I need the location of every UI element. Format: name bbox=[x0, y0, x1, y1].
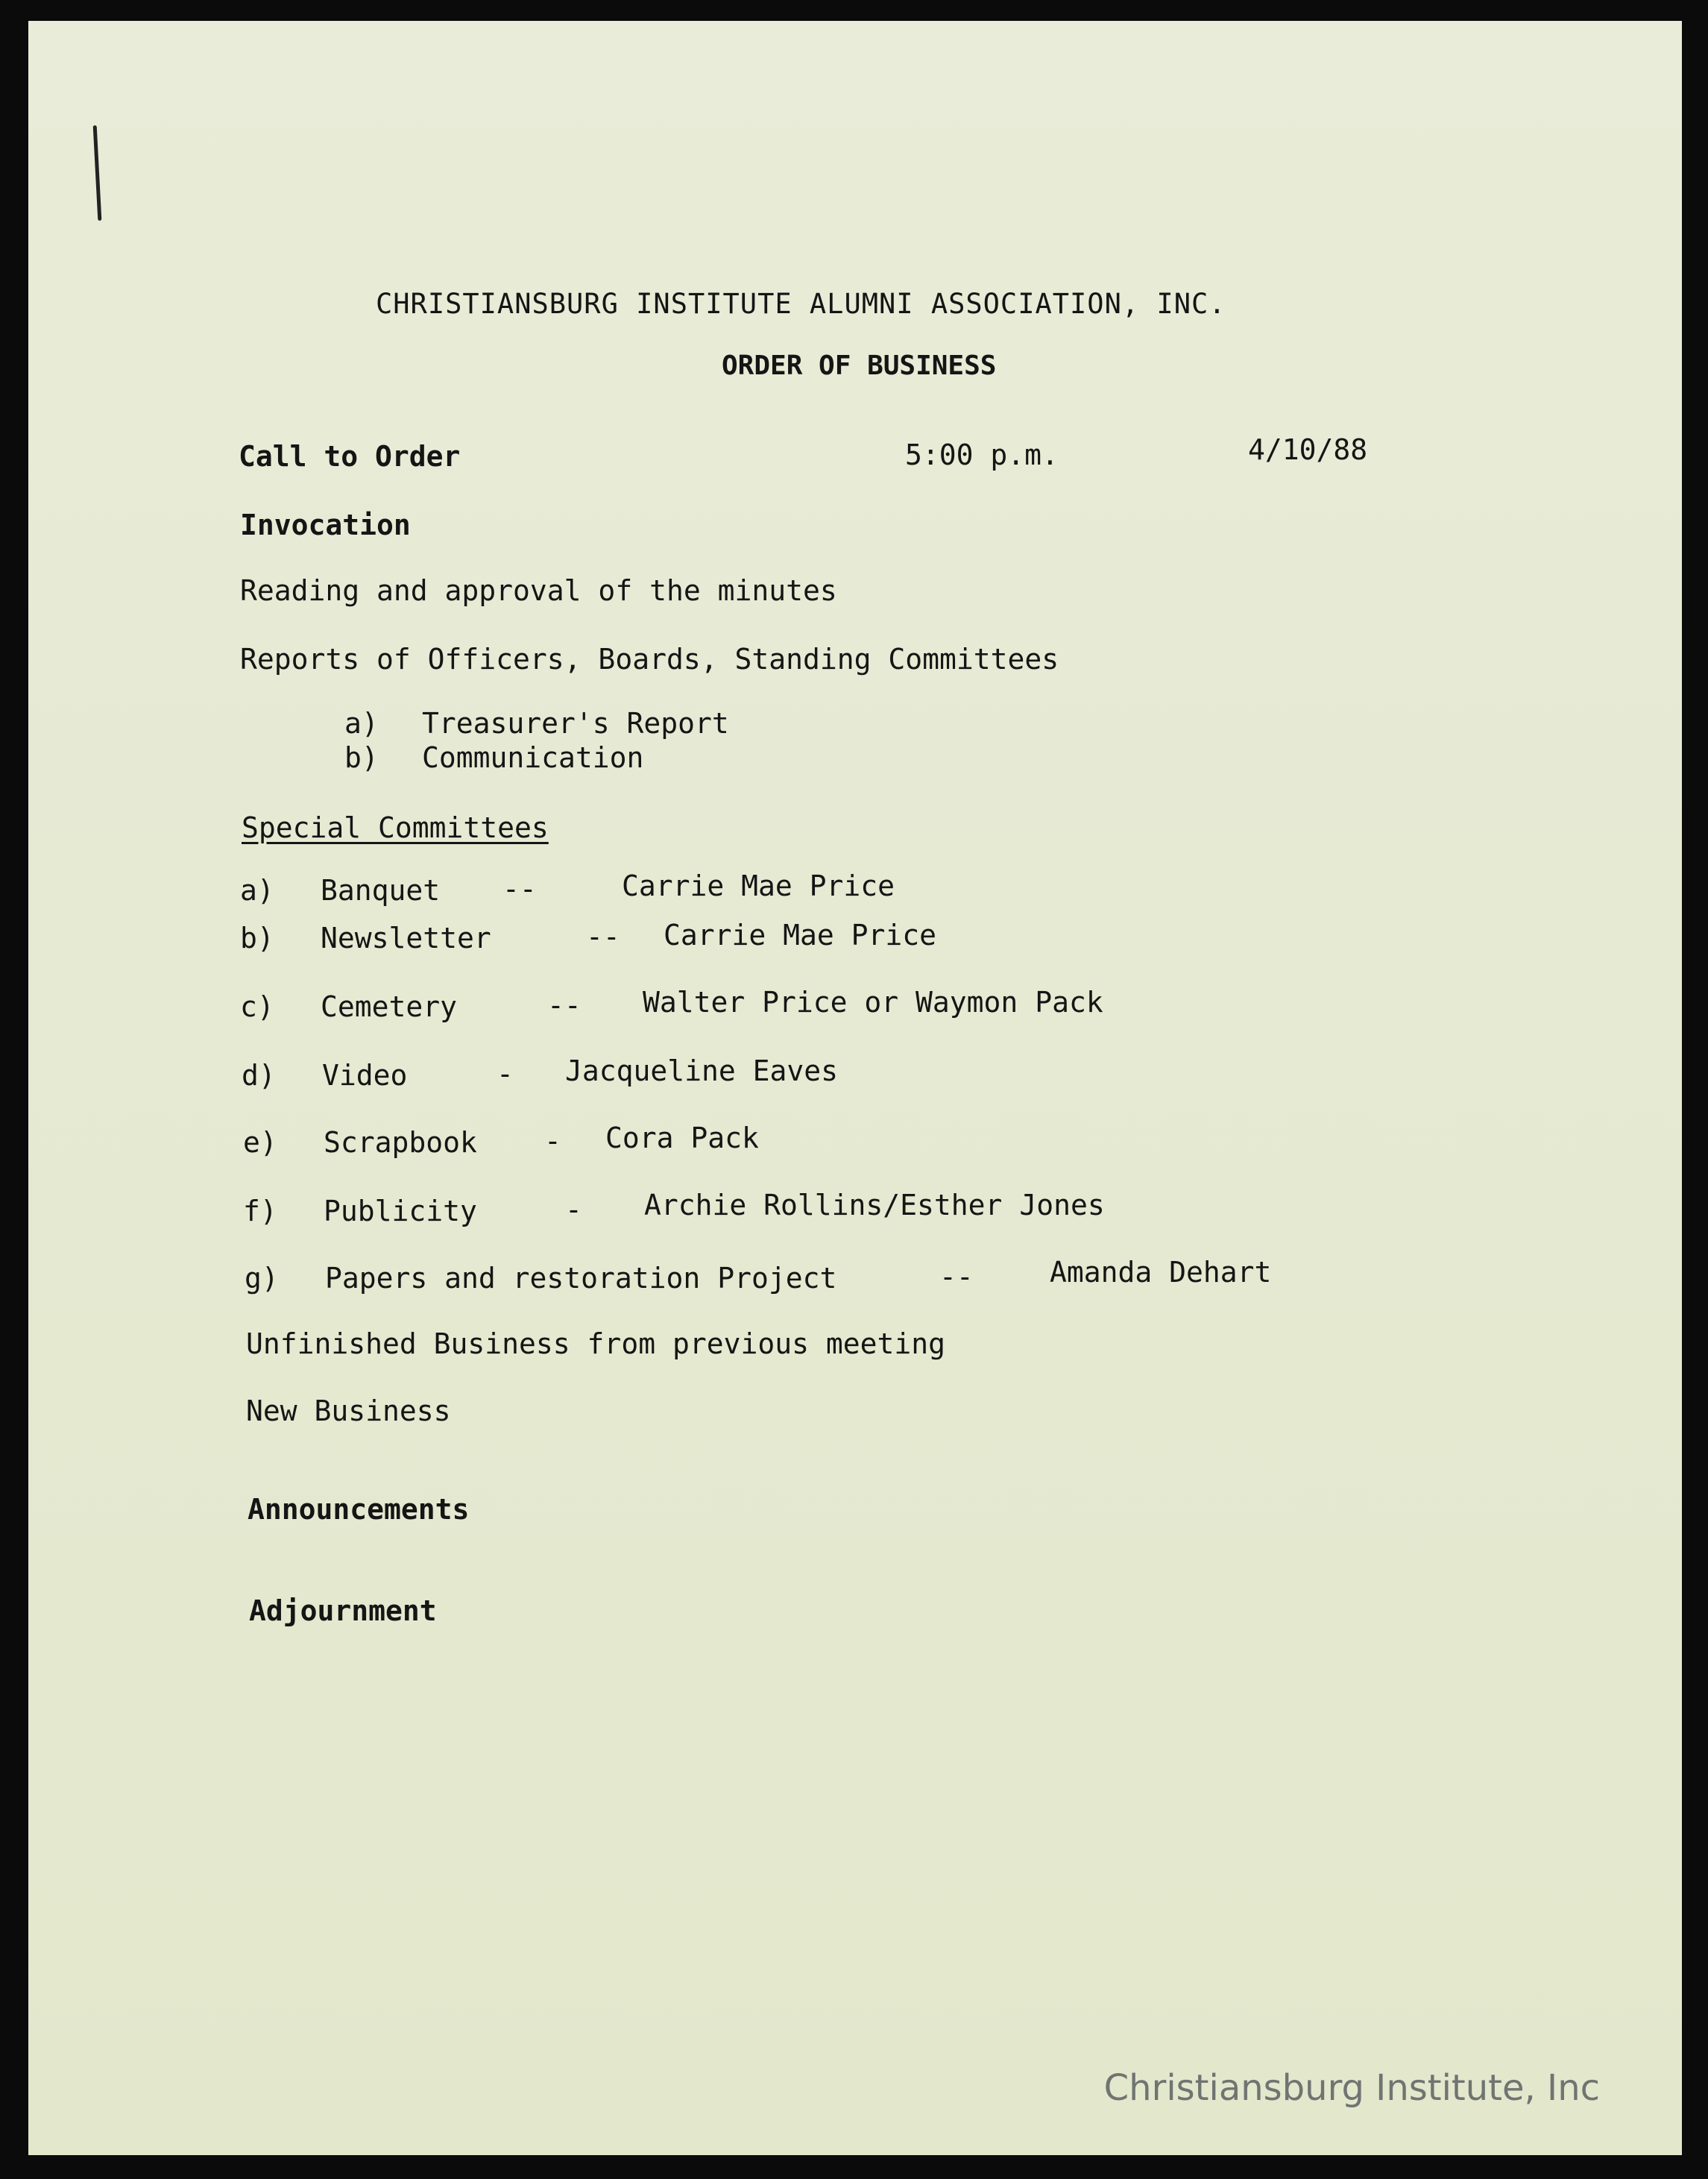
committee-person: Amanda Dehart bbox=[1050, 1256, 1272, 1289]
committee-separator: - bbox=[565, 1193, 582, 1226]
committee-marker: a) bbox=[240, 874, 274, 907]
committee-separator: -- bbox=[586, 920, 620, 953]
committee-separator: -- bbox=[939, 1260, 974, 1293]
report-item-text: Communication bbox=[422, 741, 644, 774]
committee-person: Cora Pack bbox=[605, 1122, 759, 1154]
adjournment: Adjournment bbox=[249, 1594, 437, 1627]
committee-marker: b) bbox=[240, 922, 274, 955]
minutes-item: Reading and approval of the minutes bbox=[240, 574, 837, 607]
watermark: Christiansburg Institute, Inc bbox=[1103, 2067, 1600, 2109]
new-business: New Business bbox=[246, 1395, 451, 1427]
committee-marker: f) bbox=[243, 1195, 277, 1227]
report-item-marker: b) bbox=[344, 741, 379, 774]
report-item-text: Treasurer's Report bbox=[422, 707, 729, 740]
document-subtitle: ORDER OF BUSINESS bbox=[722, 350, 997, 381]
call-to-order-label: Call to Order bbox=[239, 440, 461, 473]
report-item-marker: a) bbox=[344, 707, 379, 740]
unfinished-business: Unfinished Business from previous meeting bbox=[246, 1327, 945, 1360]
committee-marker: g) bbox=[245, 1262, 279, 1295]
committee-marker: e) bbox=[243, 1126, 277, 1159]
committee-marker: d) bbox=[242, 1059, 276, 1092]
committee-person: Archie Rollins/Esther Jones bbox=[644, 1189, 1105, 1221]
committee-person: Walter Price or Waymon Pack bbox=[643, 986, 1103, 1019]
reports-heading: Reports of Officers, Boards, Standing Committees bbox=[240, 643, 1059, 676]
invocation: Invocation bbox=[240, 509, 411, 541]
committee-separator: -- bbox=[547, 989, 582, 1022]
committee-person: Carrie Mae Price bbox=[622, 870, 895, 902]
committee-separator: - bbox=[544, 1125, 561, 1157]
committee-person: Carrie Mae Price bbox=[664, 919, 937, 952]
committee-separator: - bbox=[497, 1057, 514, 1090]
committee-separator: -- bbox=[502, 872, 537, 905]
committee-name: Publicity bbox=[324, 1195, 477, 1227]
committee-person: Jacqueline Eaves bbox=[565, 1054, 839, 1087]
committee-name: Cemetery bbox=[321, 990, 458, 1023]
committee-marker: c) bbox=[240, 990, 274, 1023]
call-to-order-time: 5:00 p.m. bbox=[905, 438, 1059, 471]
document-title: CHRISTIANSBURG INSTITUTE ALUMNI ASSOCIATION, INC. bbox=[376, 288, 1226, 320]
announcements: Announcements bbox=[248, 1493, 470, 1526]
special-committees-heading: Special Committees bbox=[242, 811, 549, 844]
committee-name: Papers and restoration Project bbox=[325, 1262, 837, 1295]
committee-name: Video bbox=[322, 1059, 408, 1092]
document-page bbox=[28, 21, 1682, 2155]
committee-name: Scrapbook bbox=[324, 1126, 477, 1159]
committee-name: Banquet bbox=[321, 874, 441, 907]
pen-mark bbox=[93, 125, 102, 221]
committee-name: Newsletter bbox=[321, 922, 491, 955]
call-to-order-date: 4/10/88 bbox=[1248, 433, 1368, 466]
